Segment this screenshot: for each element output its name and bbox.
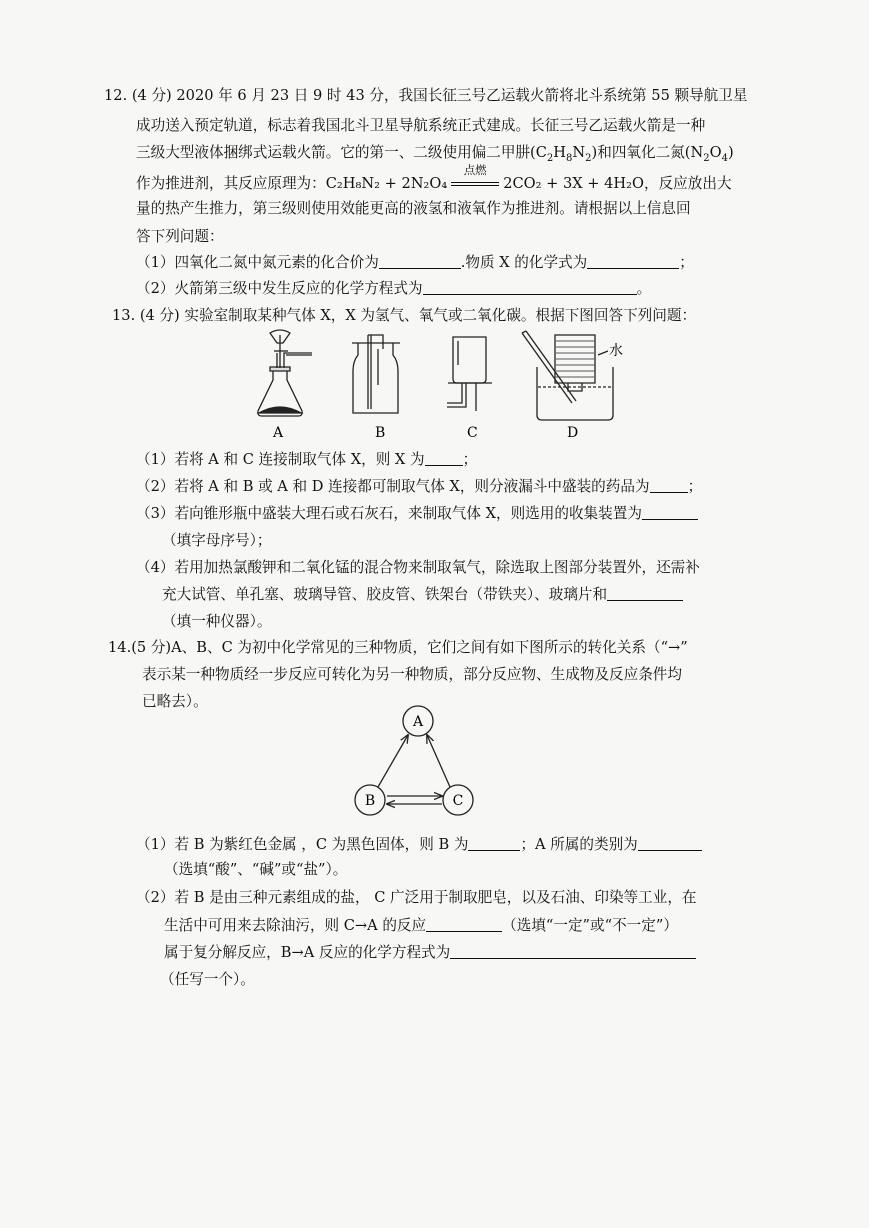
q12-text: 答下列问题： bbox=[136, 228, 224, 245]
q12-text: H bbox=[553, 144, 567, 161]
q14-text: ；A 所属的类别为 bbox=[520, 836, 638, 853]
q13-part-4c bbox=[162, 612, 271, 632]
arrow-b-to-a bbox=[378, 735, 408, 787]
q13-text: 充大试管、单孔塞、玻璃导管、胶皮管、铁架台（带铁夹）、玻璃片和 bbox=[162, 586, 608, 603]
q13-text: （填字母序号）； bbox=[162, 532, 272, 549]
node-a-label: A bbox=[412, 714, 424, 730]
q12-text: 12. (4 分) 2020 年 6 月 23 日 9 时 43 分，我国长征三号乙运载火箭将北斗系统第 55 颗导航卫星 bbox=[104, 87, 748, 104]
q14-part-1b bbox=[164, 860, 347, 880]
q13-text: （1）若将 A 和 C 连接制取气体 X，则 X 为 bbox=[136, 451, 425, 468]
q12-text: O bbox=[709, 144, 722, 161]
q13-text: （填一种仪器）。 bbox=[162, 613, 272, 630]
answer-blank[interactable] bbox=[650, 477, 688, 493]
q13-part-4 bbox=[136, 558, 700, 578]
q13-text: 13. (4 分) 实验室制取某种气体 X，X 为氢气、氧气或二氧化碳。根据下图回答下列问题： bbox=[112, 307, 697, 324]
q12-text: ) bbox=[728, 144, 734, 161]
q12-part-2 bbox=[136, 279, 651, 299]
arrow-c-to-a bbox=[427, 735, 450, 787]
q13-text: （3）若向锥形瓶中盛装大理石或石灰石，来制取气体 X，则选用的收集装置为 bbox=[136, 505, 642, 522]
q13-text: （4）若用加热氯酸钾和二氧化锰的混合物来制取氧气，除选取上图部分装置外，还需补 bbox=[136, 559, 700, 576]
answer-blank[interactable] bbox=[468, 835, 520, 851]
q12-text: 。 bbox=[636, 280, 652, 297]
apparatus-b bbox=[352, 335, 400, 413]
label-c: C bbox=[467, 425, 478, 441]
q14-text: （2）若 B 是由三种元素组成的盐， C 广泛用于制取肥皂，以及石油、印染等工业，在 bbox=[136, 889, 697, 906]
q12-line-3: 三级大型液体捆绑式运载火箭。它的第一、二级使用偏二甲肼$(C_2H_8N_2)$和四氧化二氮$(N_2O_4)$ bbox=[136, 144, 734, 164]
q14-part-2b bbox=[164, 916, 678, 936]
q14-text: （1）若 B 为紫红色金属 ，C 为黑色固体，则 B 为 bbox=[136, 836, 469, 853]
apparatus-d bbox=[522, 331, 613, 420]
q14-line-3 bbox=[142, 692, 208, 712]
q12-line-6 bbox=[136, 227, 224, 247]
apparatus-figure bbox=[240, 325, 640, 445]
q14-text: （选填“酸”、“碱”或“盐”）。 bbox=[164, 861, 348, 878]
q12-part-1 bbox=[136, 253, 694, 273]
answer-blank[interactable] bbox=[587, 253, 679, 269]
q14-text: 生活中可用来去除油污，则 C→A 的反应 bbox=[164, 917, 427, 934]
label-a: A bbox=[273, 425, 284, 441]
q14-line-1 bbox=[108, 638, 688, 658]
q14-text: （选填“一定”或“不一定”） bbox=[502, 917, 678, 934]
answer-blank[interactable] bbox=[638, 835, 702, 851]
answer-blank[interactable] bbox=[425, 450, 463, 466]
q12-text: 成功送入预定轨道，标志着我国北斗卫星导航系统正式建成。长征三号乙运载火箭是一种 bbox=[136, 117, 706, 134]
q12-text: ，反应放出大 bbox=[643, 175, 732, 192]
conversion-diagram bbox=[340, 700, 500, 830]
q14-text: 已略去）。 bbox=[142, 693, 208, 710]
answer-blank[interactable] bbox=[426, 916, 502, 932]
q12-line-4 bbox=[136, 163, 732, 194]
q12-text: ； bbox=[679, 254, 694, 271]
q13-part-3 bbox=[136, 504, 698, 524]
q14-text: 14.(5 分)A、B、C 为初中化学常见的三种物质，它们之间有如下图所示的转化关系（“→” bbox=[108, 639, 688, 656]
answer-blank[interactable] bbox=[379, 253, 461, 269]
q12-line-2 bbox=[136, 116, 705, 136]
q14-text: （任写一个）。 bbox=[160, 971, 255, 988]
q12-line-1 bbox=[104, 86, 747, 106]
reaction-condition: 点燃 bbox=[463, 163, 487, 177]
q13-part-2 bbox=[136, 477, 702, 497]
answer-blank[interactable] bbox=[642, 504, 698, 520]
node-c-label: C bbox=[452, 793, 464, 809]
q13-text: ； bbox=[462, 451, 478, 468]
q12-text: 作为推进剂，其反应原理为： bbox=[136, 175, 326, 192]
water-label: 水 bbox=[609, 343, 623, 359]
apparatus-a bbox=[258, 330, 312, 416]
q13-part-1 bbox=[136, 450, 477, 470]
q12-text: 三级大型液体捆绑式运载火箭。它的第一、二级使用偏二甲肼(C bbox=[136, 144, 547, 161]
q13-line-1 bbox=[112, 306, 696, 326]
equation-products: 2CO₂ + 3X + 4H₂O bbox=[503, 175, 644, 192]
q12-text: N bbox=[572, 144, 586, 161]
answer-blank[interactable] bbox=[450, 943, 696, 959]
q12-text: .物质 X 的化学式为 bbox=[460, 254, 588, 271]
answer-blank[interactable] bbox=[607, 585, 683, 601]
q14-part-1 bbox=[136, 835, 702, 855]
q14-text: 表示某一种物质经一步反应可转化为另一种物质，部分反应物、生成物及反应条件均 bbox=[142, 666, 682, 683]
q13-text: （2）若将 A 和 B 或 A 和 D 连接都可制取气体 X，则分液漏斗中盛装的药品为 bbox=[136, 478, 650, 495]
label-d: D bbox=[567, 425, 579, 441]
answer-blank[interactable] bbox=[423, 279, 637, 295]
q12-text: 量的热产生推力，第三级则使用效能更高的液氢和液氧作为推进剂。请根据以上信息回 bbox=[136, 200, 691, 217]
equation-reactants: C₂H₈N₂ + 2N₂O₄ bbox=[325, 175, 448, 192]
q14-text: 属于复分解反应，B→A 反应的化学方程式为 bbox=[164, 944, 451, 961]
q14-part-2 bbox=[136, 888, 697, 908]
node-b-label: B bbox=[364, 793, 376, 809]
q12-text: （1）四氧化二氮中氮元素的化合价为 bbox=[136, 254, 379, 271]
q14-part-2d bbox=[160, 970, 255, 990]
q13-text: ； bbox=[687, 478, 703, 495]
apparatus-c bbox=[447, 337, 492, 411]
q12-line-5 bbox=[136, 199, 691, 219]
equation-arrow bbox=[447, 163, 503, 191]
q13-part-4b bbox=[162, 585, 683, 605]
q14-part-2c bbox=[164, 943, 696, 963]
q12-text: )和四氧化二氮(N bbox=[591, 144, 704, 161]
q13-part-3b bbox=[162, 531, 271, 551]
q12-text: （2）火箭第三级中发生反应的化学方程式为 bbox=[136, 280, 423, 297]
q14-line-2 bbox=[142, 665, 682, 685]
label-b: B bbox=[375, 425, 386, 441]
